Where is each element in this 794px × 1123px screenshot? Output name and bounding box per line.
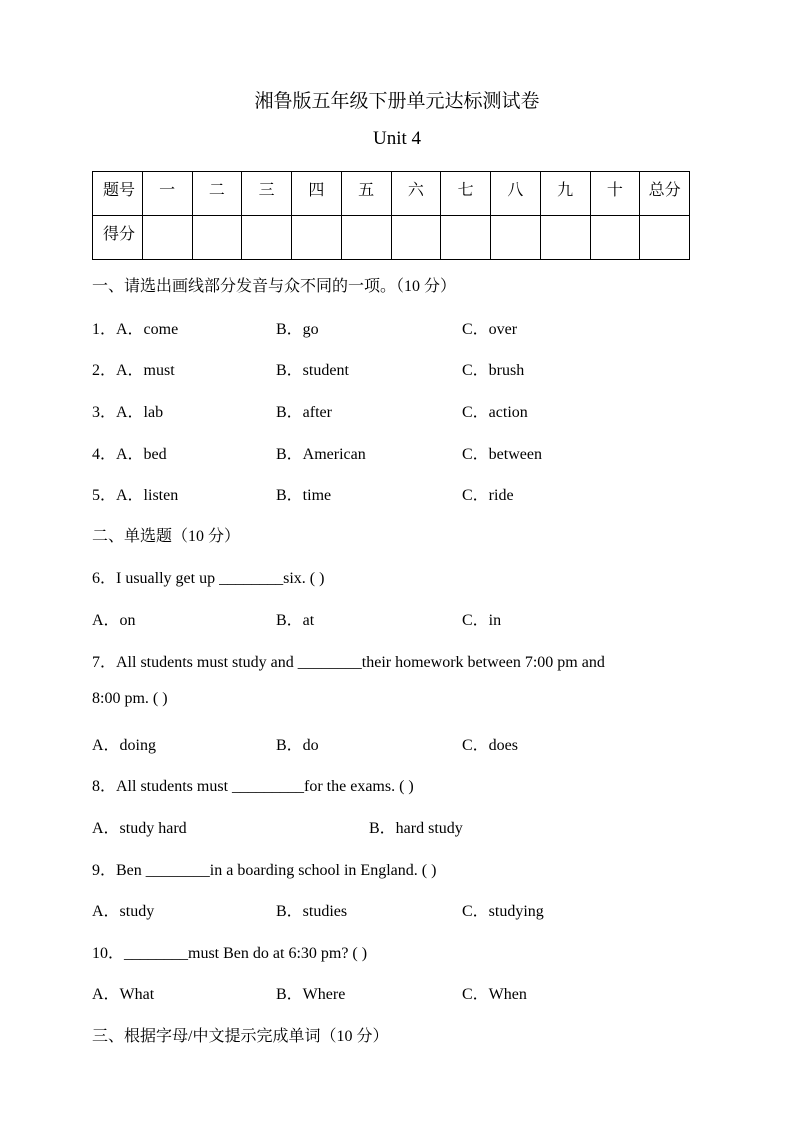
question-8-option-b: B．hard study (369, 820, 463, 837)
question-3-option-c: C．action (462, 404, 528, 421)
score-cell[interactable] (491, 216, 541, 260)
score-header-cell: 十 (590, 172, 640, 216)
question-8-text: 8．All students must _________for the exams. ( ) (92, 778, 414, 795)
score-header-cell: 三 (242, 172, 292, 216)
score-cell[interactable] (540, 216, 590, 260)
question-10-option-c: C．When (462, 986, 527, 1003)
section-2-heading: 二、单选题（10 分） (92, 528, 241, 545)
question-4-option-a: 4．A．bed (92, 446, 167, 463)
question-3-option-a: 3．A．lab (92, 404, 164, 421)
question-2-option-b: B．student (276, 362, 349, 379)
question-10-option-b: B．Where (276, 986, 346, 1003)
score-table-score-row (93, 216, 690, 260)
question-5-option-b: B．time (276, 487, 332, 504)
question-7-text-line-1: 7．All students must study and ________their homework between 7:00 pm and (92, 654, 605, 671)
score-cell[interactable] (341, 216, 391, 260)
score-header-cell: 二 (192, 172, 242, 216)
score-header-cell: 一 (142, 172, 192, 216)
question-8-option-a: A．study hard (92, 820, 187, 837)
score-cell[interactable] (640, 216, 690, 260)
section-1-heading: 一、请选出画线部分发音与众不同的一项。（10 分） (92, 278, 457, 295)
question-10-option-a: A．What (92, 986, 155, 1003)
question-5-option-a: 5．A．listen (92, 487, 179, 504)
score-header-cell: 八 (491, 172, 541, 216)
question-7-option-a: A．doing (92, 737, 157, 754)
question-5-option-c: C．ride (462, 487, 514, 504)
question-1-option-b: B．go (276, 321, 319, 338)
page-title: 湘鲁版五年级下册单元达标测试卷 (254, 91, 540, 112)
score-header-cell: 四 (292, 172, 342, 216)
score-cell[interactable] (192, 216, 242, 260)
question-7-text-line-2: 8:00 pm. ( ) (92, 690, 168, 707)
question-3-option-b: B．after (276, 404, 332, 421)
question-9-option-c: C．studying (462, 903, 544, 920)
question-9-text: 9．Ben ________in a boarding school in England. ( ) (92, 862, 437, 879)
score-header-cell: 九 (540, 172, 590, 216)
question-2-option-a: 2．A．must (92, 362, 175, 379)
score-header-total: 总分 (640, 172, 690, 216)
score-cell[interactable] (142, 216, 192, 260)
question-4-option-c: C．between (462, 446, 542, 463)
score-header-label: 题号 (93, 172, 143, 216)
question-10-text: 10．________must Ben do at 6:30 pm? ( ) (92, 945, 368, 962)
score-cell[interactable] (590, 216, 640, 260)
question-1-option-a: 1．A．come (92, 321, 179, 338)
question-6-option-a: A．on (92, 612, 136, 629)
score-table (92, 171, 690, 260)
question-9-option-b: B．studies (276, 903, 348, 920)
section-3-heading: 三、根据字母/中文提示完成单词（10 分） (92, 1028, 389, 1045)
question-6-text: 6．I usually get up ________six. ( ) (92, 570, 325, 587)
page-subtitle: Unit 4 (372, 128, 422, 149)
question-2-option-c: C．brush (462, 362, 525, 379)
score-cell[interactable] (242, 216, 292, 260)
question-7-option-b: B．do (276, 737, 319, 754)
question-6-option-c: C．in (462, 612, 502, 629)
score-cell[interactable] (292, 216, 342, 260)
question-1-option-c: C．over (462, 321, 518, 338)
score-header-cell: 六 (391, 172, 441, 216)
question-4-option-b: B．American (276, 446, 366, 463)
score-header-cell: 七 (441, 172, 491, 216)
question-9-option-a: A．study (92, 903, 155, 920)
score-row-label: 得分 (93, 216, 143, 260)
score-cell[interactable] (441, 216, 491, 260)
question-6-option-b: B．at (276, 612, 315, 629)
score-header-cell: 五 (341, 172, 391, 216)
question-7-option-c: C．does (462, 737, 519, 754)
score-cell[interactable] (391, 216, 441, 260)
score-table-header-row (93, 172, 690, 216)
